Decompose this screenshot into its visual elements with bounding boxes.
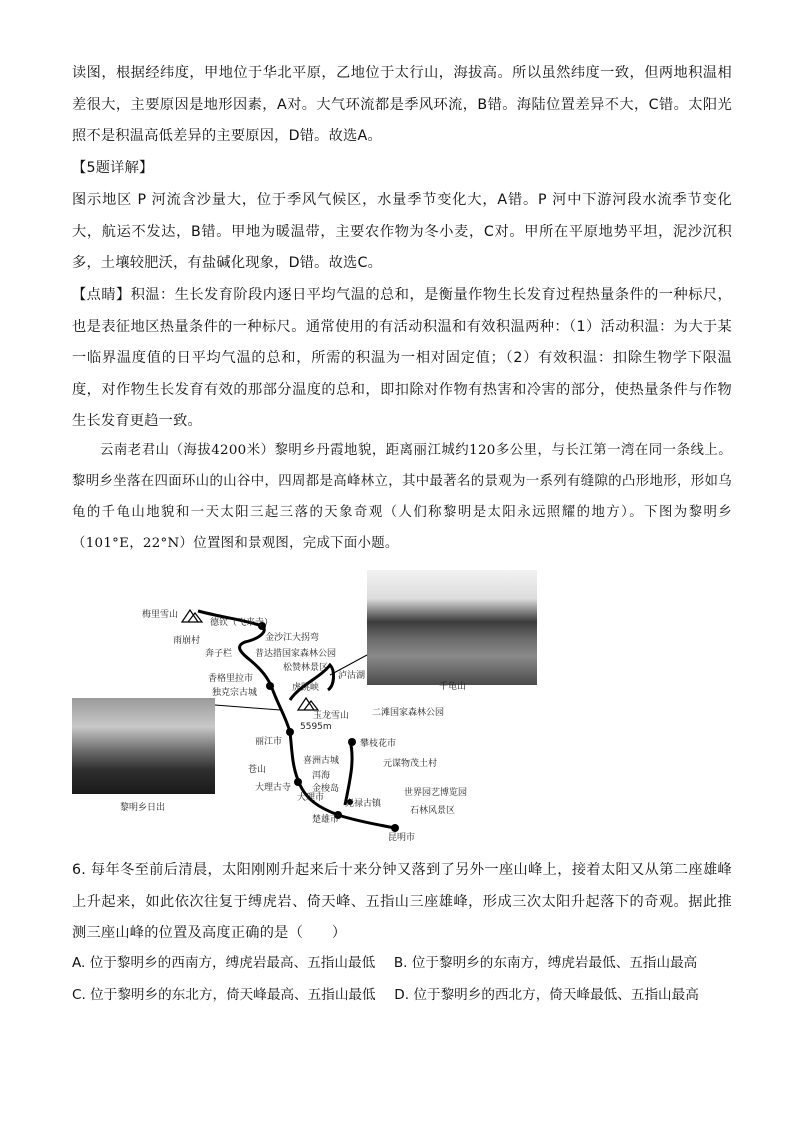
option-b: B. 位于黎明乡的东南方，缚虎岩最低、五指山最高 <box>393 955 698 971</box>
label-jinsuodao: 金梭岛 <box>312 784 340 794</box>
option-a: A. 位于黎明乡的西南方，缚虎岩最高、五指山最低 <box>72 955 376 971</box>
explanation-q4: 读图，根据经纬度，甲地位于华北平原，乙地位于太行山，海拔高。所以虽然纬度一致，但两地积温相差很大，主要原因是地形因素，A对。大气环流都是季风环流，B错。海陆位置差异不大，C错。太阳光照不是积温高低差异的主要原因，D错。故选A。 <box>72 65 732 144</box>
label-yubeng: 雨崩村 <box>173 636 201 646</box>
options-row-2 <box>72 980 732 1011</box>
label-shilin: 石林风景区 <box>410 806 456 816</box>
label-yuanmou: 元谋物茂土村 <box>383 759 438 769</box>
label-panzhihua: 攀枝花市 <box>360 739 397 749</box>
options-row-1 <box>72 948 732 979</box>
label-chuxiong: 楚雄市 <box>312 815 340 825</box>
label-jinsha: 金沙江大拐弯 <box>265 633 320 643</box>
label-benzilan: 奔子栏 <box>205 649 233 659</box>
label-dukezong: 独克宗古城 <box>212 688 258 698</box>
label-pudacuo: 普达措国家森林公园 <box>255 649 337 659</box>
label-yulong: 玉龙雪山 <box>313 711 350 721</box>
label-deqin: 德钦（飞来寺） <box>210 618 274 628</box>
route-line <box>345 740 352 805</box>
label-lijiang: 丽江市 <box>255 737 283 747</box>
detail-heading-q5: 【5题详解】 <box>72 160 154 176</box>
pointer-block <box>72 280 732 438</box>
label-erhai: 洱海 <box>312 771 331 781</box>
mountain-icon <box>298 698 318 710</box>
label-guanglu: 光禄古镇 <box>345 799 382 809</box>
label-shangrila: 香格里拉市 <box>208 674 254 684</box>
label-kunming: 昆明市 <box>388 833 416 843</box>
label-meili: 梅里雪山 <box>142 610 179 620</box>
pointer-text: 积温：生长发育阶段内逐日平均气温的总和，是衡量作物生长发育过程热量条件的一种标尺，也是表征地区热量条件的一种标尺。通常使用的有活动积温和有效积温两种：（1）活动积温：为大于某一临界温度值的日平均气温的总和，所需的积温为一相对固定值；（2）有效积温：扣除生物学下限温度，对作物生长发育有效的那部分温度的总和，即扣除对作物有热害和冷害的部分，使热量条件与作物生长发育更趋一致。 <box>72 287 732 429</box>
sunrise-caption: 黎明乡日出 <box>120 803 166 813</box>
label-hutiaoxia: 虎跳峡 <box>292 683 320 693</box>
location-map <box>0 560 794 850</box>
label-luguhu: 泸沽湖 <box>338 671 366 681</box>
label-yulong-alt: 5595m <box>300 722 332 732</box>
label-shibo: 世界园艺博览园 <box>404 788 468 798</box>
label-songzanlin: 松赞林景区 <box>283 663 329 673</box>
route-line <box>338 815 395 828</box>
question-6: 6. 每年冬至前后清晨，太阳刚刚升起来后十来分钟又落到了另外一座山峰上，接着太阳又从第二座雄峰上升起来，如此依次往复于缚虎岩、倚天峰、五指山三座雄峰，形成三次太阳升起落下的奇观。据此推测三座山峰的位置及高度正确的是（ ） <box>72 862 732 941</box>
reading-passage: 云南老君山（海拔4200米）黎明乡丹霞地貌，距离丽江城约120多公里，与长江第一湾在同一条线上。黎明乡坐落在四面环山的山谷中，四周都是高峰林立，其中最著名的景观为一系列有缝隙的凸形地形，形如乌龟的千龟山地貌和一天太阳三起三落的天象奇观（人们称黎明是太阳永远照耀的地方）。下图为黎明乡（101°E，22°N）位置图和景观图，完成下面小题。 <box>72 443 732 551</box>
label-ertan: 二滩国家森林公园 <box>372 708 445 718</box>
label-cangshan: 苍山 <box>248 765 267 775</box>
explanation-q5: 图示地区 P 河流含沙量大，位于季风气候区，水量季节变化大，A错。P 河中下游河段水流季节变化大，航运不发达，B错。甲地为暖温带，主要农作物为冬小麦，C对。甲所在平原地势平坦，泥沙沉积多，土壤较肥沃，有盐碱化现象，D错。故选C。 <box>72 192 732 271</box>
label-xizhou: 喜洲古城 <box>303 756 340 766</box>
option-d: D. 位于黎明乡的西北方，倚天峰最低、五指山最高 <box>394 987 699 1003</box>
option-c: C. 位于黎明乡的东北方，倚天峰最高、五指山最低 <box>72 987 376 1003</box>
pointer-label: 【点睛】 <box>72 287 131 303</box>
qiangui-caption: 千龟山 <box>439 682 467 692</box>
label-dali: 大理市 <box>297 793 325 803</box>
label-dalisi: 大理古寺 <box>255 783 292 793</box>
